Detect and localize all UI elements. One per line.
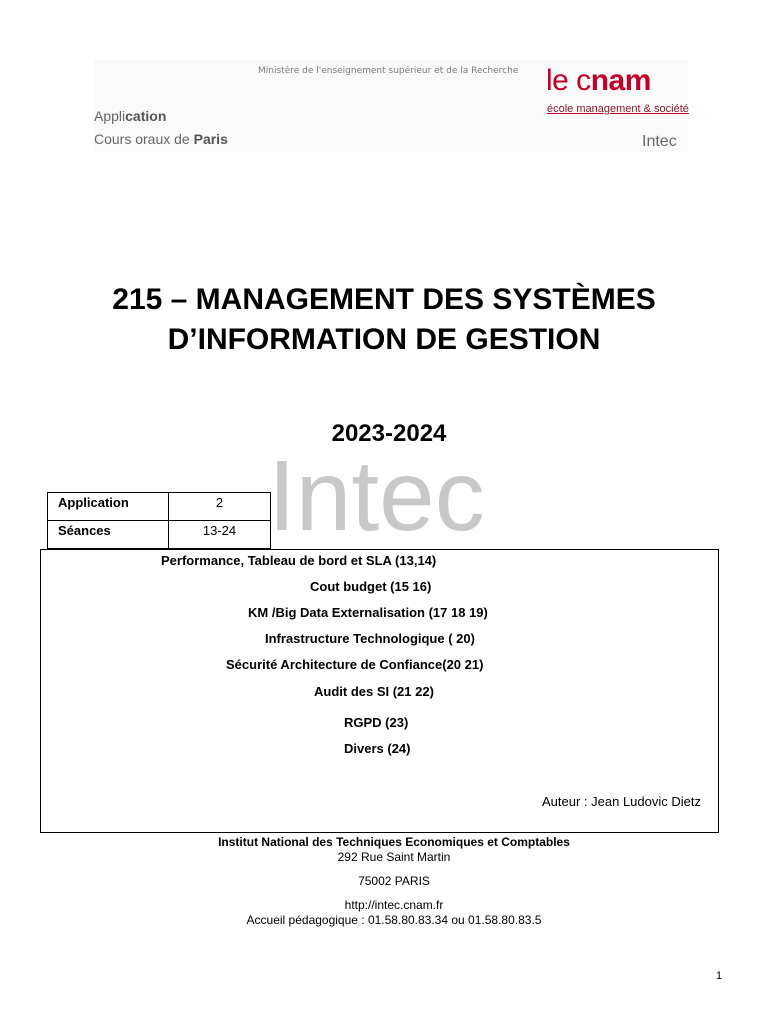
table-key: Application	[48, 493, 169, 521]
application-label: Application	[94, 108, 167, 124]
cours-oraux-label: Cours oraux de Paris	[94, 131, 228, 147]
info-table	[47, 492, 271, 549]
topic-item: Performance, Tableau de bord et SLA (13,14)	[161, 553, 437, 568]
table-value: 2	[169, 493, 271, 521]
table-row	[48, 521, 271, 549]
intec-label: Intec	[642, 133, 677, 150]
topic-item: Audit des SI (21 22)	[314, 684, 434, 699]
street-address: 292 Rue Saint Martin	[337, 850, 451, 864]
intec-watermark: Intec	[268, 440, 485, 552]
city-address: 75002 PARIS	[358, 874, 430, 888]
title-line-1: 215 – MANAGEMENT DES SYSTÈMES	[112, 283, 656, 316]
academic-year: 2023-2024	[331, 420, 447, 447]
topic-item: Infrastructure Technologique ( 20)	[265, 631, 475, 646]
table-value: 13-24	[169, 521, 271, 549]
institute-name: Institut National des Techniques Economiques et Comptables	[218, 835, 570, 849]
table-key: Séances	[48, 521, 169, 549]
topic-item: KM /Big Data Externalisation (17 18 19)	[248, 605, 488, 620]
phone-info: Accueil pédagogique : 01.58.80.83.34 ou 01.58.80.83.5	[246, 913, 542, 927]
document-title	[0, 280, 768, 360]
topic-item: Divers (24)	[344, 741, 411, 756]
title-line-2: D’INFORMATION DE GESTION	[167, 323, 601, 356]
topic-item: Sécurité Architecture de Confiance(20 21)	[226, 657, 484, 672]
topic-item: Cout budget (15 16)	[310, 579, 432, 594]
author-line: Auteur : Jean Ludovic Dietz	[542, 794, 701, 809]
ministry-label: Ministère de l'enseignement supérieur et de la Recherche	[258, 66, 519, 76]
topic-item: RGPD (23)	[344, 715, 409, 730]
page-number: 1	[716, 970, 723, 982]
cnam-logo: le cnam	[546, 64, 651, 97]
cnam-logo-subtitle: école management & société	[547, 103, 689, 115]
table-row	[48, 493, 271, 521]
website-link[interactable]: http://intec.cnam.fr	[344, 898, 444, 912]
